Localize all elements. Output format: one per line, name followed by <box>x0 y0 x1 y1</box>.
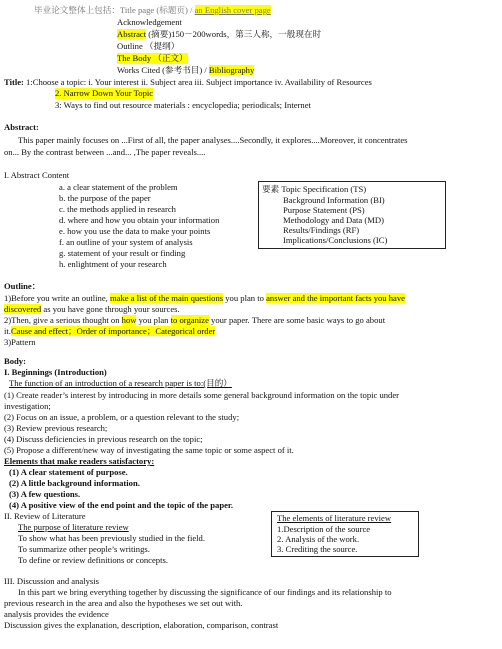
abstract-label: Abstract: <box>4 122 39 132</box>
intro-function-item-cont: investigation; <box>4 401 51 411</box>
header-cover: an English cover page <box>194 5 271 15</box>
elements-box-item: Implications/Conclusions (IC) <box>283 235 388 245</box>
outline-1b: make a list of the main questions <box>109 293 224 303</box>
satisfy-item: (3) A few questions. <box>9 489 81 499</box>
review-purpose-item: To show what has been previously studied in the field. <box>18 533 205 543</box>
elements-box-item: Results/Findings (RF) <box>283 225 360 235</box>
elements-box-item: Methodology and Data (MD) <box>283 215 384 225</box>
header-bibliography: Bibliography <box>208 65 255 75</box>
outline-3b: how <box>121 315 137 325</box>
literature-box-item: 2. Analysis of the work. <box>277 534 360 544</box>
elements-box-item: Purpose Statement (PS) <box>283 205 365 215</box>
body-heading-discussion: III. Discussion and analysis <box>4 576 99 586</box>
header-abstract-line <box>117 29 321 40</box>
abstract-content-item: c. the methods applied in research <box>59 204 176 214</box>
intro-function-item: (3) Review previous research; <box>4 423 108 433</box>
satisfy-heading: Elements that make readers satisfactory: <box>4 456 155 466</box>
header-ack: Acknowledgement <box>117 17 182 27</box>
outline-1c: you plan to <box>223 293 267 303</box>
header-outline: Outline （提纲） <box>117 41 180 51</box>
outline-2a: discovered <box>4 304 42 314</box>
title-label: Title: <box>4 77 24 87</box>
header-body: The Body （正文） <box>117 53 188 63</box>
outline-pattern: 3)Pattern <box>4 337 36 347</box>
review-purpose: The purpose of literature review <box>18 522 129 532</box>
satisfy-item: (2) A little background information. <box>9 478 140 488</box>
outline-1d: answer and the important facts you have <box>266 293 405 303</box>
abstract-content-item: h. enlightment of your research <box>59 259 167 269</box>
intro-function: The function of an introduction of a research paper is to:(目的） <box>9 378 232 388</box>
outline-line-4 <box>4 326 215 337</box>
intro-function-item: (5) Propose a different/new way of investigating the same topic or some aspect of it. <box>4 445 294 455</box>
body-heading-intro: I. Beginnings (Introduction) <box>4 367 107 377</box>
outline-1a: 1)Before you write an outline, <box>4 293 110 303</box>
satisfy-item: (4) A positive view of the end point and the topic of the paper. <box>9 500 234 510</box>
abstract-text-2: on... By the contrast between ...and... ,The paper reveals.... <box>4 147 206 157</box>
outline-4a: it. <box>4 326 11 336</box>
outline-3c: you plan <box>136 315 171 325</box>
outline-label: Outline： <box>4 281 41 291</box>
outline-line-3 <box>4 315 385 326</box>
body-heading-review: II. Review of Literature <box>4 511 86 521</box>
outline-3d: to organize <box>170 315 209 325</box>
outline-2b: as you have gone through your sources. <box>41 304 180 314</box>
abstract-content-item: f. an outline of your system of analysis <box>59 237 193 247</box>
header-abstract-rest: (摘要)150－200words，第三人称，一般现在时 <box>146 29 322 39</box>
body-label: Body: <box>4 356 26 366</box>
header-abstract-hl: Abstract <box>117 29 147 39</box>
abstract-content-heading: I. Abstract Content <box>4 170 70 180</box>
intro-function-item: (2) Focus on an issue, a problem, or a question relevant to the study; <box>4 412 240 422</box>
outline-line-2 <box>4 304 180 315</box>
outline-line-1 <box>4 293 405 304</box>
intro-function-item: (4) Discuss deficiencies in previous research on the topic; <box>4 434 203 444</box>
abstract-text-1: This paper mainly focuses on ...First of all, the paper analyses....Secondly, it explores....Moreover, it concentrates <box>18 135 408 145</box>
discussion-discussion: Discussion gives the explanation, description, elaboration, comparison, contrast <box>4 620 279 630</box>
title-line-1 <box>4 77 372 88</box>
header-works-cited: Works Cited (参考书目) / <box>117 65 209 75</box>
outline-3e: your paper. There are some basic ways to go about <box>208 315 386 325</box>
abstract-content-item: a. a clear statement of the problem <box>59 182 178 192</box>
intro-function-item: (1) Create reader’s interest by introducing in more details some general background information on the topic under <box>4 390 400 400</box>
review-purpose-item: To summarize other people’s writings. <box>18 544 150 554</box>
literature-elements-box <box>271 511 419 557</box>
header-works-line <box>117 65 254 76</box>
abstract-content-item: b. the purpose of the paper <box>59 193 151 203</box>
literature-box-item: 1.Description of the source <box>277 524 371 534</box>
elements-box-title: 要素 Topic Specification (TS) <box>262 184 367 194</box>
outline-3a: 2)Then, give a serious thought on <box>4 315 122 325</box>
abstract-content-item: d. where and how you obtain your information <box>59 215 220 225</box>
title-step-2: 2. Narrow Down Your Topic <box>55 88 154 98</box>
satisfy-item: (1) A clear statement of purpose. <box>9 467 128 477</box>
title-step-1: 1:Choose a topic: i. Your interest ii. Subject area iii. Subject importance iv. Availability of Resources <box>23 77 372 87</box>
review-purpose-item: To define or review definitions or concepts. <box>18 555 168 565</box>
elements-box-item: Background Information (BI) <box>283 195 385 205</box>
elements-box <box>258 181 446 249</box>
title-step-3: 3: Ways to find out resource materials : encyclopedia; periodicals; Internet <box>55 100 311 110</box>
discussion-text-2: previous research in the area and also the hypotheses we set out with. <box>4 598 243 608</box>
literature-box-title: The elements of literature review <box>277 513 392 523</box>
discussion-text-1: In this part we bring everything together by discussing the significance of our findings and its relationship to <box>18 587 392 597</box>
abstract-content-item: g. statement of your result or finding <box>59 248 186 258</box>
header-intro: 毕业论文整体上包括：Title page (标题页) / <box>34 5 195 15</box>
literature-box-item: 3. Crediting the source. <box>277 544 358 554</box>
outline-4b: Cause and effect；Order of importance；Categorical order <box>10 326 216 336</box>
header-intro-line <box>34 5 271 16</box>
abstract-content-item: e. how you use the data to make your points <box>59 226 211 236</box>
discussion-analysis: analysis provides the evidence <box>4 609 109 619</box>
